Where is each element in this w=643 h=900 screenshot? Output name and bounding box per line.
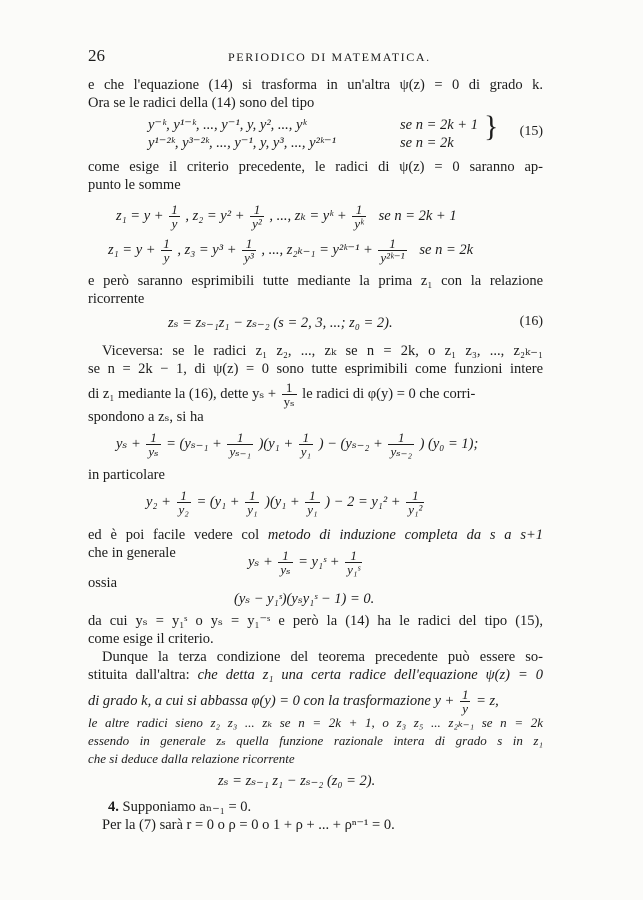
text-line: Ora se le radici della (14) sono del tipo: [88, 95, 315, 111]
text-line: ricorrente: [88, 291, 145, 307]
text-line: e che l'equazione (14) si trasforma in un'altra ψ(z) = 0 di grado k.: [88, 77, 543, 93]
equation-15-row2-condition: se n = 2k: [400, 135, 454, 151]
text-line: che in generale: [88, 545, 176, 561]
right-brace: }: [484, 110, 499, 143]
equation-16: zₛ = zₛ₋₁z₁ − zₛ₋₂ (s = 2, 3, ...; z₀ = 2).: [168, 315, 393, 331]
text-line: come esige il criterio.: [88, 631, 214, 647]
general-formula: yₛ + $\frac{1}{\text{yₛ}}$ = y₁ˢ + $\frac{1}{\text{y₁ˢ}}$: [248, 548, 361, 578]
text-line: ed è poi facile vedere col metodo di induzione completa da s a s+1: [88, 527, 543, 543]
equation-15-row1-condition: se n = 2k + 1: [400, 117, 478, 133]
particular-formula: y₂ + $\frac{1}{\text{y₂}}$ = (y₁ + $\frac{1}{\text{y₁}}$ )(y₁ + $\frac{1}{\text{y₁}}$ ) − 2 = y₁² + $\frac{1}{\text{y₁²}}$: [146, 488, 423, 518]
text-line: stituita dall'altra: che detta z₁ una certa radice dell'equazione ψ(z) = 0: [88, 667, 543, 683]
page-number: 26: [88, 46, 105, 65]
text-line: punto le somme: [88, 177, 181, 193]
text-line: come esige il criterio precedente, le radici di ψ(z) = 0 saranno ap-: [88, 159, 543, 175]
sums-row-1: z₁ = y + $\frac{1}{y}$ , z₂ = y² + $\frac{1}{\text{y²}}$ , ..., zₖ = yᵏ + $\frac{1}{\text{yᵏ}}$ se n = 2k + 1: [116, 202, 457, 232]
text-line: da cui yₛ = y₁ˢ o yₛ = y₁⁻ˢ e però la (14) ha le radici del tipo (15),: [88, 613, 543, 629]
equation-15-row2: y¹⁻²ᵏ, y³⁻²ᵏ, ..., y⁻¹, y, y³, ..., y²ᵏ⁻¹: [148, 135, 336, 151]
text-line: di grado k, a cui si abbassa φ(y) = 0 con la trasformazione y + $\frac{1}{y}$ = z,: [88, 687, 499, 717]
final-recurrence: zₛ = zₛ₋₁ z₁ − zₛ₋₂ (z₀ = 2).: [218, 773, 376, 789]
ossia-equation: (yₛ − y₁ˢ)(yₛy₁ˢ − 1) = 0.: [234, 591, 375, 607]
section-4-line-1: 4. Supponiamo aₙ₋₁ = 0.: [108, 799, 252, 815]
equation-number: (15): [519, 124, 543, 139]
text-line: in particolare: [88, 467, 165, 483]
journal-title: PERIODICO DI MATEMATICA.: [228, 50, 431, 64]
equation-number: (16): [519, 314, 543, 329]
sums-row-2: z₁ = y + $\frac{1}{y}$ , z₃ = y³ + $\frac{1}{\text{y³}}$ , ..., z₂ₖ₋₁ = y²ᵏ⁻¹ + $\frac{1}{\text{y²ᵏ⁻¹}}$ se n = 2k: [108, 236, 474, 266]
text-line: ossia: [88, 575, 117, 591]
text-line: spondono a zₛ, si ha: [88, 409, 204, 425]
text-line: Viceversa: se le radici z₁ z₂, ..., zₖ se n = 2k, o z₁ z₃, ..., z₂ₖ₋₁: [102, 343, 543, 359]
page-header: [88, 46, 543, 68]
text-line: di z₁ mediante la (16), dette yₛ + $\frac{1}{\text{yₛ}}$ le radici di φ(y) = 0 che corri-: [88, 380, 476, 410]
text-line: se n = 2k − 1, di ψ(z) = 0 sono tutte esprimibili come funzioni intere: [88, 361, 543, 377]
text-line: Dunque la terza condizione del teorema precedente può essere so-: [102, 649, 543, 665]
equation-15-row1: y⁻ᵏ, y¹⁻ᵏ, ..., y⁻¹, y, y², ..., yᵏ: [148, 117, 307, 133]
section-4-line-2: Per la (7) sarà r = 0 o ρ = 0 o 1 + ρ + ... + ρⁿ⁻¹ = 0.: [102, 817, 395, 833]
text-line: le altre radici sieno z₂ z₃ ... zₖ se n = 2k + 1, o z₃ z₅ ... z₂ₖ₋₁ se n = 2k: [88, 715, 543, 730]
text-line: e però saranno esprimibili tutte mediante la prima z₁ con la relazione: [88, 273, 543, 289]
recurrence-formula: yₛ + $\frac{1}{\text{yₛ}}$ = (yₛ₋₁ + $\frac{1}{\text{yₛ₋₁}}$ )(y₁ + $\frac{1}{\text{y₁}}$ ) − (yₛ₋₂ + $\frac{1}{\text{yₛ₋₂}}$ ) (y₀ = 1);: [116, 430, 479, 460]
text-line: essendo in generale zₛ quella funzione razionale intera di grado s in z₁: [88, 733, 543, 748]
text-line: che si deduce dalla relazione ricorrente: [88, 751, 295, 766]
